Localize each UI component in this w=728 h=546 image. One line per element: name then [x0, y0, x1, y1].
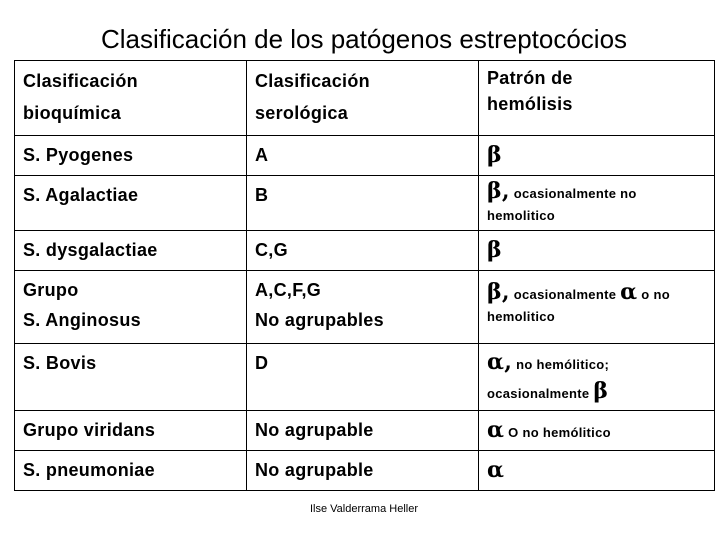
- table-row: [15, 344, 715, 411]
- table-row: [15, 411, 715, 451]
- cell-sero: C,G: [247, 231, 479, 271]
- hemolysis-note: hemolitico: [487, 309, 556, 324]
- cell-text: No agrupables: [255, 310, 384, 330]
- cell-hemolysis: [479, 411, 715, 451]
- cell-bio: [15, 271, 247, 344]
- table-header-row: [15, 61, 715, 136]
- header-text: bioquímica: [23, 103, 122, 123]
- page-title: Clasificación de los patógenos estreptocócios: [100, 24, 628, 54]
- table-row: [15, 176, 715, 231]
- cell-sero: [247, 271, 479, 344]
- cell-text: S. Anginosus: [23, 310, 141, 330]
- cell-sero: B: [247, 176, 479, 231]
- cell-hemolysis: [479, 176, 715, 231]
- cell-bio: Grupo viridans: [15, 411, 247, 451]
- hemolysis-note: hemolitico: [487, 208, 556, 223]
- header-serological: [247, 61, 479, 136]
- hemolysis-note: ocasionalmente no: [509, 186, 637, 201]
- table-row: [15, 136, 715, 176]
- footer-author: Ilse Valderrama Heller: [309, 503, 418, 515]
- cell-hemolysis: [479, 231, 715, 271]
- hemolysis-note: ocasionalmente: [487, 386, 594, 401]
- cell-hemolysis: [479, 136, 715, 176]
- cell-bio: S. Pyogenes: [15, 136, 247, 176]
- header-text: Clasificación: [255, 71, 370, 91]
- header-text: serológica: [255, 103, 349, 123]
- greek-alpha: α: [487, 417, 505, 443]
- greek-alpha: α: [487, 457, 505, 483]
- cell-text: A,C,F,G: [255, 280, 322, 300]
- classification-table: [14, 60, 715, 491]
- greek-beta: β,: [487, 178, 510, 204]
- cell-sero: D: [247, 344, 479, 411]
- cell-sero: A: [247, 136, 479, 176]
- table-row: [15, 231, 715, 271]
- header-text: Patrón de: [487, 68, 573, 88]
- cell-bio: S. pneumoniae: [15, 451, 247, 491]
- cell-hemolysis: [479, 271, 715, 344]
- cell-bio: S. Bovis: [15, 344, 247, 411]
- hemolysis-note: ocasionalmente: [509, 287, 621, 302]
- greek-alpha: α: [620, 279, 638, 305]
- hemolysis-note: O no hemólitico: [504, 425, 611, 440]
- greek-beta: β: [593, 378, 609, 404]
- header-text: Clasificación: [23, 71, 138, 91]
- hemolysis-note: no hemólitico;: [512, 357, 610, 372]
- cell-hemolysis: [479, 451, 715, 491]
- greek-beta: β: [487, 237, 502, 263]
- greek-beta: β,: [487, 279, 510, 305]
- header-text: hemólisis: [487, 94, 573, 114]
- greek-alpha: α,: [487, 349, 513, 375]
- header-hemolysis: [479, 61, 715, 136]
- header-biochemical: [15, 61, 247, 136]
- cell-text: Grupo: [23, 280, 79, 300]
- cell-bio: S. dysgalactiae: [15, 231, 247, 271]
- greek-beta: β: [487, 142, 502, 168]
- cell-sero: No agrupable: [247, 411, 479, 451]
- table-row: [15, 451, 715, 491]
- cell-bio: S. Agalactiae: [15, 176, 247, 231]
- cell-sero: No agrupable: [247, 451, 479, 491]
- hemolysis-note: o no: [637, 287, 670, 302]
- table-row: [15, 271, 715, 344]
- cell-hemolysis: [479, 344, 715, 411]
